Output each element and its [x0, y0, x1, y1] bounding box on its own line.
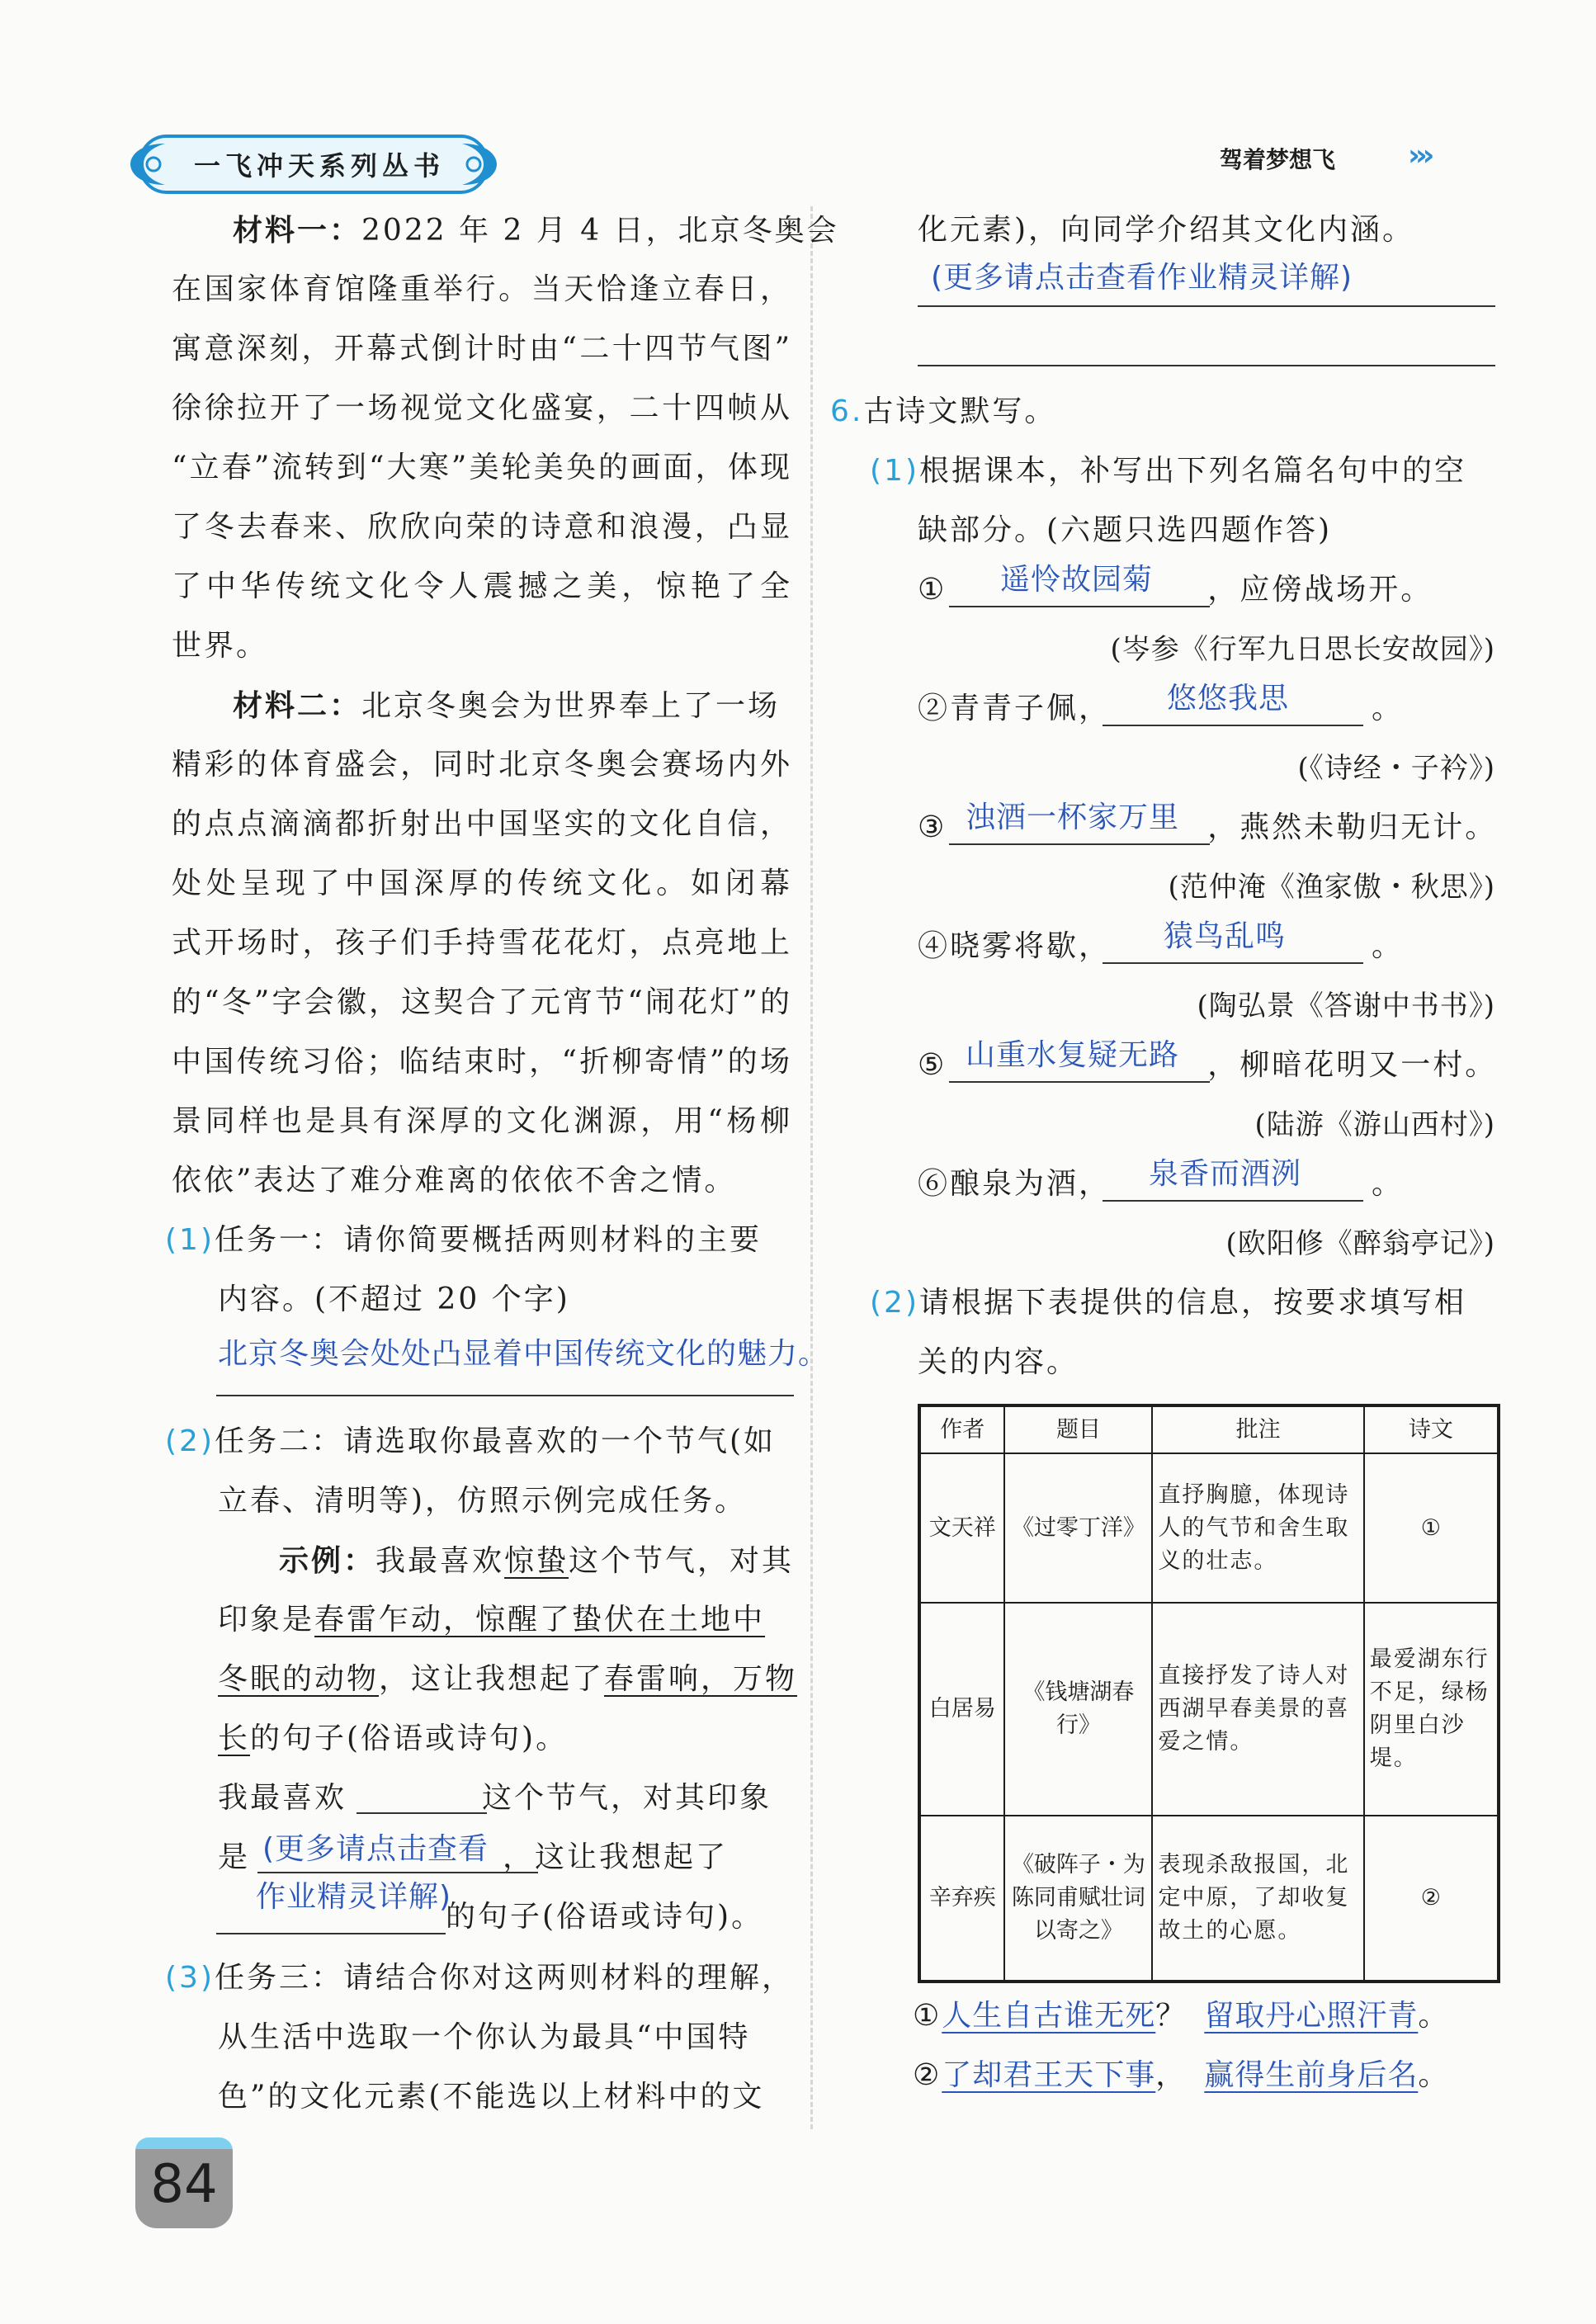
q2-example-line-2: 印象是春雷乍动，惊醒了蛰伏在土地中: [218, 1603, 766, 1637]
table-cell-author: 文天祥: [919, 1453, 1004, 1603]
poem-blank-1[interactable]: [949, 606, 1210, 607]
table-header-title: 题目: [1004, 1405, 1152, 1453]
material2-line-9: 依依”表达了难分难离的依依不舍之情。: [172, 1164, 737, 1197]
q6-sub2-line-2: 关的内容。: [918, 1345, 1079, 1379]
banner-ornament-right-icon: [454, 139, 503, 190]
poem-blank-2[interactable]: [1103, 725, 1363, 726]
poem-item-5: ⑤ ，柳暗花明又一村。: [918, 1048, 1498, 1082]
q3-answer-line-1: [918, 305, 1495, 307]
poem-blank-5[interactable]: [949, 1081, 1210, 1083]
poem-answer-3: 浊酒一杯家万里: [966, 801, 1180, 834]
table-header-poem: 诗文: [1364, 1405, 1499, 1453]
q6-sub1-line-2: 缺部分。(六题只选四题作答): [918, 513, 1333, 547]
q2-example-line-4: 长的句子(俗语或诗句)。: [218, 1722, 569, 1755]
table-header-author: 作者: [919, 1405, 1004, 1453]
poem-blank-3[interactable]: [949, 843, 1210, 845]
poem-answer-5: 山重水复疑无路: [966, 1038, 1180, 1072]
table-cell-note: 直抒胸臆，体现诗人的气节和舍生取义的壮志。: [1152, 1453, 1363, 1603]
poem-item-1: ① ，应傍战场开。: [918, 573, 1433, 607]
q2-blank-1[interactable]: [357, 1812, 487, 1814]
material2-line-7: 中国传统习俗；临结束时，“折柳寄情”的场: [172, 1045, 792, 1079]
material1-line-1: 材料一：2022 年 2 月 4 日，北京冬奥会: [233, 213, 839, 248]
table-cell-title: 《过零丁洋》: [1004, 1453, 1152, 1603]
q3-line-1: (3)任务三：请结合你对这两则材料的理解，: [165, 1961, 795, 1995]
q3-answer-line-2: [918, 365, 1495, 366]
poem-source-1: (岑参《行军九日思长安故园》): [1110, 633, 1495, 666]
material1-line-8: 世界。: [172, 629, 269, 663]
table-row: [919, 1603, 1499, 1815]
material1-line-7: 了中华传统文化令人震撼之美，惊艳了全: [172, 569, 792, 603]
q2-line-1: (2)任务二：请选取你最喜欢的一个节气(如: [165, 1424, 777, 1458]
poem-answer-4: 猿鸟乱鸣: [1164, 919, 1287, 953]
q3-continued: 化元素)，向同学介绍其文化内涵。: [918, 213, 1415, 247]
material2-line-2: 精彩的体育盛会，同时北京冬奥会赛场内外: [172, 748, 792, 782]
poem-item-6: ⑥酿泉为酒， 。: [918, 1167, 1405, 1201]
q2-line-2: 立春、清明等)，仿照示例完成任务。: [218, 1484, 748, 1518]
q1-answer-line: [216, 1395, 794, 1396]
q2-answer-part-2: 作业精灵详解): [256, 1880, 452, 1914]
column-divider: [810, 206, 813, 2129]
poem-blank-6[interactable]: [1103, 1200, 1363, 1202]
table-cell-author: 辛弃疾: [919, 1816, 1004, 1982]
table-row: [919, 1453, 1499, 1603]
table-row: [919, 1816, 1499, 1982]
poem-info-table: [918, 1404, 1500, 1983]
table-cell-title: 《钱塘湖春行》: [1004, 1603, 1152, 1815]
table-answer-2: ②了却君王天下事， 赢得生前身后名。: [913, 2058, 1451, 2092]
q2-blank-3[interactable]: [216, 1933, 446, 1934]
table-cell-author: 白居易: [919, 1603, 1004, 1815]
q2-answer-part-1: (更多请点击查看: [262, 1832, 489, 1866]
material1-line-2: 在国家体育馆隆重举行。当天恰逢立春日，: [172, 272, 792, 306]
table-header-note: 批注: [1152, 1405, 1363, 1453]
material2-line-8: 景同样也是具有深厚的文化渊源，用“杨柳: [172, 1104, 792, 1138]
poem-answer-2: 悠悠我思: [1167, 682, 1290, 716]
poem-source-5: (陆游《游山西村》): [1254, 1108, 1495, 1141]
material2-line-1: 材料二：北京冬奥会为世界奉上了一场: [233, 688, 781, 723]
series-title: 一飞冲天系列丛书: [193, 150, 445, 182]
material1-line-6: 了冬去春来、欣欣向荣的诗意和浪漫，凸显: [172, 510, 792, 544]
table-cell-poem: ①: [1364, 1453, 1499, 1603]
material1-line-3: 寓意深刻，开幕式倒计时由“二十四节气图”: [172, 332, 792, 366]
material1-line-5: “立春”流转到“大寒”美轮美奂的画面，体现: [172, 451, 792, 484]
q1-answer: 北京冬奥会处处凸显着中国传统文化的魅力。: [218, 1337, 829, 1371]
q1-line-1: (1)任务一：请你简要概括两则材料的主要: [165, 1223, 763, 1257]
banner-ornament-left-icon: [124, 139, 173, 190]
q6-sub2-line-1: (2)请根据下表提供的信息，按要求填写相: [870, 1286, 1467, 1320]
poem-source-3: (范仲淹《渔家傲・秋思》): [1168, 871, 1495, 904]
q2-example-line-3: 冬眠的动物，这让我想起了春雷响，万物: [218, 1662, 798, 1696]
q2-blank-2[interactable]: [257, 1872, 538, 1873]
poem-answer-1: 遥怜故园菊: [1000, 563, 1154, 597]
q6-sub1-line-1: (1)根据课本，补写出下列名篇名句中的空: [870, 454, 1467, 488]
q3-line-2: 从生活中选取一个你认为最具“中国特: [218, 2020, 751, 2054]
poem-item-2: ②青青子佩， 。: [918, 692, 1405, 725]
table-cell-poem: 最爱湖东行不足，绿杨阴里白沙堤。: [1364, 1603, 1499, 1815]
poem-item-3: ③ ，燕然未勒归无计。: [918, 810, 1498, 844]
material1-line-4: 徐徐拉开了一场视觉文化盛宴，二十四帧从: [172, 391, 792, 425]
material2-line-4: 处处呈现了中国深厚的传统文化。如闭幕: [172, 867, 792, 900]
table-cell-note: 表现杀敌报国，北定中原，了却收复故土的心愿。: [1152, 1816, 1363, 1982]
q2-example-line-1: 示例：我最喜欢惊蛰这个节气，对其: [279, 1543, 795, 1578]
chevron-right-icon: ›››: [1408, 139, 1430, 172]
q2-fill-line-3: 的句子(俗语或诗句)。: [446, 1900, 764, 1934]
q3-answer: (更多请点击查看作业精灵详解): [931, 261, 1353, 295]
table-cell-poem: ②: [1364, 1816, 1499, 1982]
table-cell-title: 《破阵子・为陈同甫赋壮词以寄之》: [1004, 1816, 1152, 1982]
header-slogan: 驾着梦想飞: [1220, 146, 1336, 173]
page-number: 84: [150, 2154, 218, 2215]
q6-heading: 6.古诗文默写。: [830, 394, 1057, 428]
material2-line-5: 式开场时，孩子们手持雪花花灯，点亮地上: [172, 926, 792, 960]
table-cell-note: 直接抒发了诗人对西湖早春美景的喜爱之情。: [1152, 1603, 1363, 1815]
material2-line-6: 的“冬”字会徽，这契合了元宵节“闹花灯”的: [172, 985, 792, 1019]
q2-fill-line-1: 我最喜欢 这个节气，对其印象: [218, 1781, 772, 1815]
q1-line-2: 内容。(不超过 20 个字): [218, 1282, 570, 1316]
poem-answer-6: 泉香而酒洌: [1149, 1157, 1302, 1191]
poem-source-6: (欧阳修《醉翁亭记》): [1225, 1227, 1495, 1260]
poem-source-2: (《诗经・子衿》): [1297, 752, 1495, 785]
material2-line-3: 的点点滴滴都折射出中国坚实的文化自信，: [172, 807, 792, 841]
poem-item-4: ④晓雾将歇， 。: [918, 929, 1405, 963]
poem-blank-4[interactable]: [1103, 962, 1363, 964]
q3-line-3: 色”的文化元素(不能选以上材料中的文: [218, 2080, 765, 2114]
q2-fill-line-2: 是 ，这让我想起了: [218, 1840, 729, 1874]
table-answer-1: ①人生自古谁无死？ 留取丹心照汗青。: [913, 1999, 1451, 2033]
poem-source-4: (陶弘景《答谢中书书》): [1197, 990, 1495, 1023]
